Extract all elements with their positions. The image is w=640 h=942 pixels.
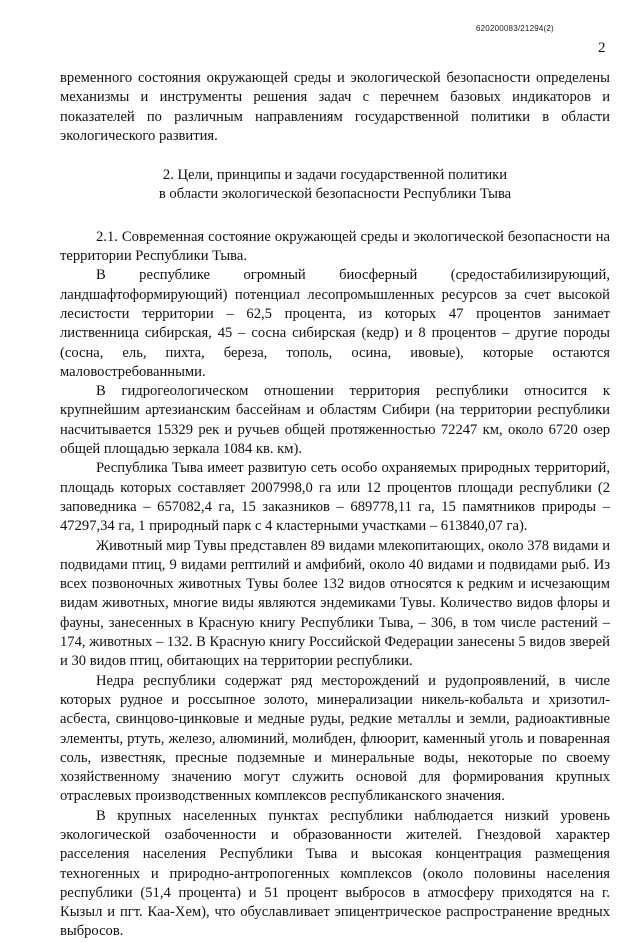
- paragraph-fauna: Животный мир Тувы представлен 89 видами млекопитающих, около 378 видами и подвидами птиц, 9 видами рептилий и амфибий, около 40 видами и подвидами рыб. Из всех позвоночных животных Тувы более 132 видов относятся к редким и исчезающим видам животных, многие виды являются эндемиками Тувы. Количество видов флоры и фауны, занесенных в Красную книгу Республики Тыва, – 306, в том числе растений – 174, животных – 132. В Красную книгу Российской Федерации занесены 5 видов зверей и 30 видов птиц, обитающих на территории республики.: [60, 537, 610, 670]
- paragraph-mineral-resources: Недра республики содержат ряд месторождений и рудопроявлений, в числе которых рудное и россыпное золото, минерализации никель-кобальта и хризотил-асбеста, свинцово-цинковые и медные руды, редкие металлы и земли, радиоактивные элементы, ртуть, железо, алюминий, молибден, флюорит, каменный уголь и поваренная соль, известняк, пресные подземные и минеральные воды, некоторые по своему хозяйственному значению могут служить основой для формирования крупных отраслевых производственных комплексов республиканского значения.: [60, 672, 610, 805]
- paragraph-forest-resources: В республике огромный биосферный (средостабилизирующий, ландшафтоформирующий) потенциал лесопромышленных ресурсов за счет высокой лесистости территории – 62,5 процента, из которых 47 процентов занимает лиственница сибирская, 45 – сосна сибирская (кедр) и 8 процентов – другие породы (сосна, ель, пихта, береза, тополь, осина, ивовые), которые остаются маловостребованными.: [60, 267, 610, 380]
- paragraph-2-1: 2.1. Современная состояние окружающей среды и экологической безопасности на территории Республики Тыва.: [60, 228, 610, 265]
- section-heading-line-2: в области экологической безопасности Республики Тыва: [158, 186, 512, 203]
- intro-paragraph: временного состояния окружающей среды и экологической безопасности определены механизмы и инструменты решения задач с перечнем базовых индикаторов и показателей по различным направлениям государственной политики в области экологического развития.: [60, 70, 610, 144]
- document-id: 620200083/21294(2): [476, 24, 554, 33]
- paragraph-hydrogeology: В гидрогеологическом отношении территория республики относится к крупнейшим артезианским бассейнам и областям Сибири (на территории республики насчитывается 15329 рек и ручьев общей протяженностью 72247 км, около 6720 озер общей площадью зеркала 1084 кв. км).: [60, 383, 610, 458]
- section-heading-line-1: 2. Цели, принципы и задачи государственной политики: [162, 167, 508, 184]
- page-number: 2: [598, 40, 606, 56]
- paragraph-protected-areas: Республика Тыва имеет развитую сеть особо охраняемых природных территорий, площадь которых составляет 2007998,0 га или 12 процентов площади республики (2 заповедника – 657082,4 га, 15 заказников – 689778,11 га, 15 памятников природы – 47297,34 га, 1 природный парк с 4 кластерными участками – 613840,07 га).: [60, 460, 610, 535]
- section-heading: [60, 166, 610, 205]
- paragraph-settlements: В крупных населенных пунктах республики наблюдается низкий уровень экологической озабоченности и образованности жителей. Гнездовой характер расселения населения Республики Тыва и высокая концентрация размещения техногенных и природно-антропогенных комплексов (около половины населения республики (51,4 процента) и 51 процент выбросов в атмосферу приходятся на г. Кызыл и пгт. Каа-Хем), что обуславливает эпицентрическое распространение вредных выбросов.: [60, 807, 610, 940]
- document-body: [60, 69, 610, 942]
